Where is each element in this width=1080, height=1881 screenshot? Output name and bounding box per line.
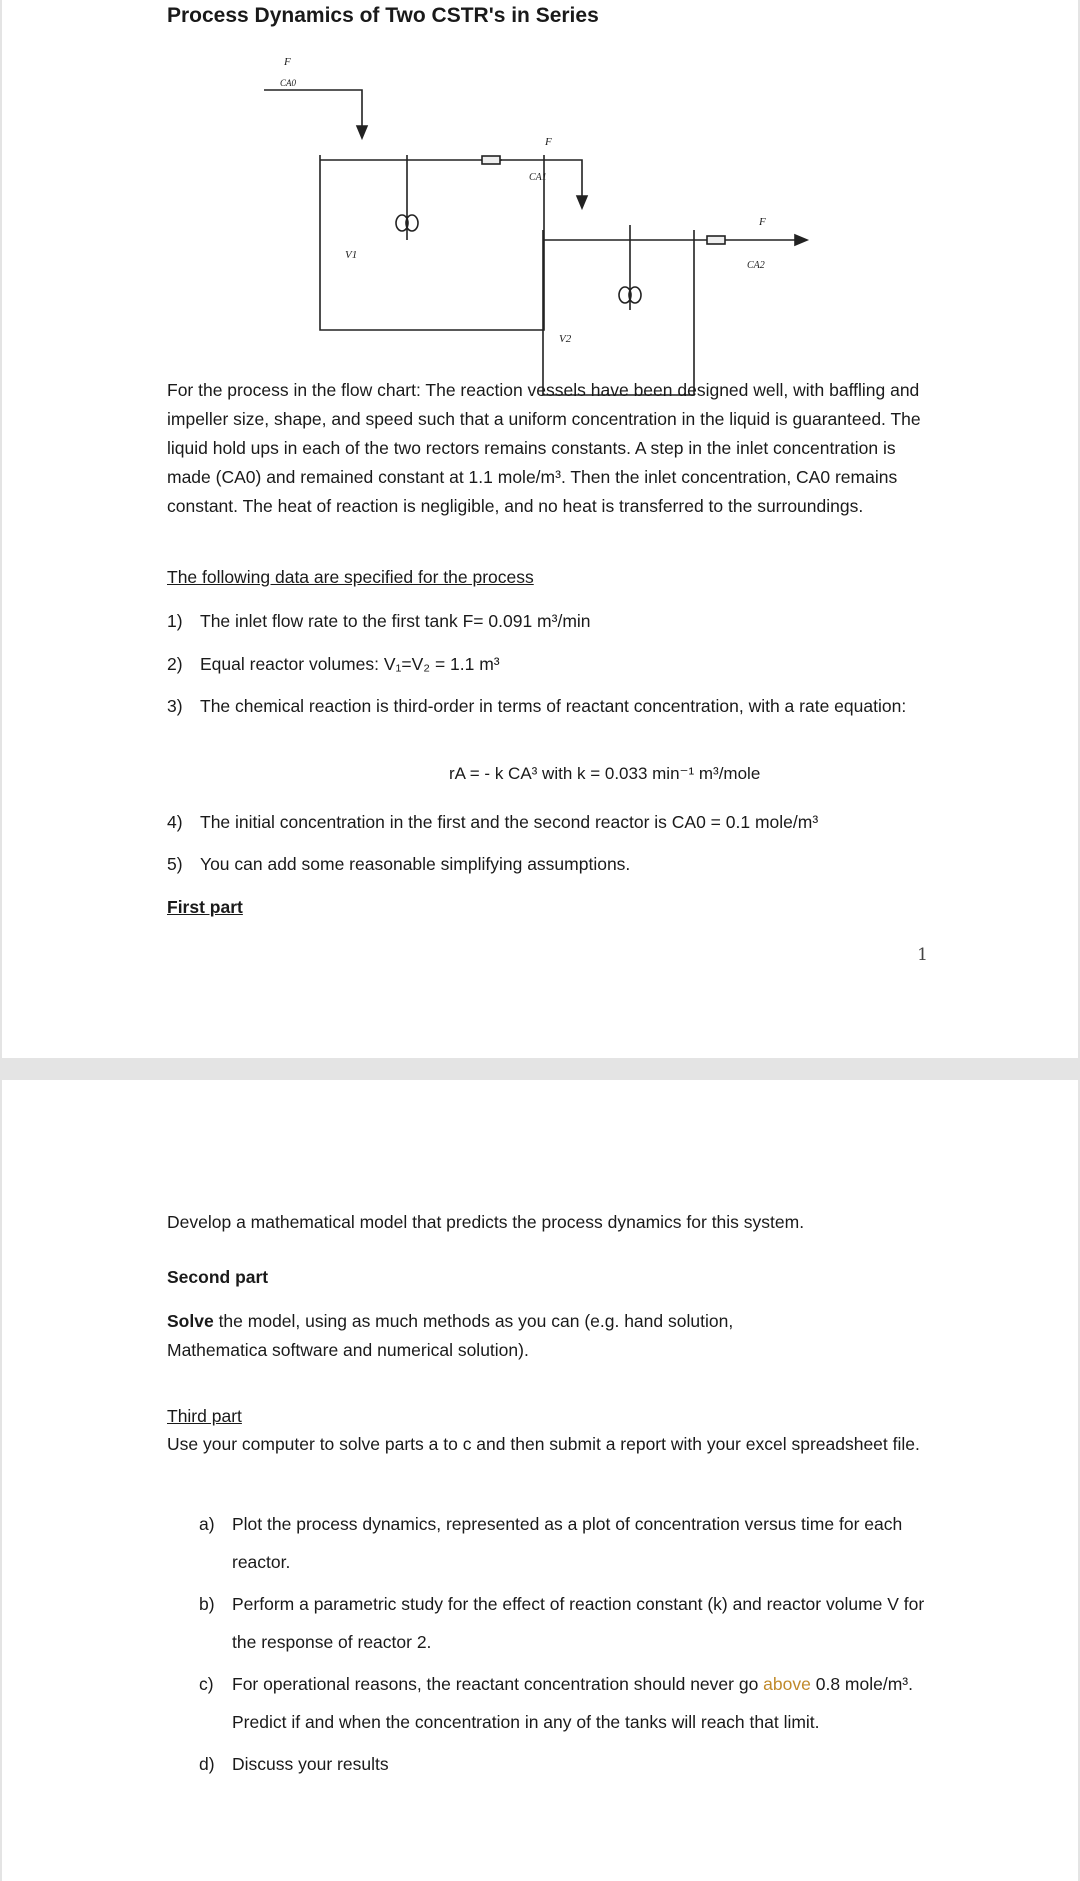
subtask-label: a) [199, 1514, 215, 1534]
tank-2 [543, 230, 694, 395]
list-item-number: 5) [167, 854, 183, 874]
list-item-text: The chemical reaction is third-order in terms of reactant concentration, with a rate equation: [200, 696, 907, 716]
subtask-item [199, 1505, 929, 1581]
third-part-heading: Third part [167, 1406, 242, 1426]
page-title: Process Dynamics of Two CSTR's in Series [167, 4, 599, 27]
label-ca2: CA2 [747, 260, 765, 271]
first-part-heading: First part [167, 897, 243, 917]
inlet-stream-line [264, 90, 362, 130]
data-heading: The following data are specified for the process [167, 567, 534, 587]
subtask-item [199, 1585, 929, 1661]
intro-paragraph: For the process in the flow chart: The reaction vessels have been designed well, with baffling and impeller size, shape, and speed such that a uniform concentration in the liquid is guaranteed. The liquid hold ups in each of the two rectors remains constants. A step in the inlet concentration is made (CA0) and remained constant at 1.1 mole/m³. Then the inlet concentration, CA0 remains constant. The heat of reaction is negligible, and no heat is transferred to the surroundings. [167, 380, 921, 516]
subtask-text: Perform a parametric study for the effect of reaction constant (k) and reactor volume V for the response of reactor 2. [232, 1594, 925, 1652]
label-ca0: CA0 [280, 78, 297, 88]
list-item-text: Equal reactor volumes: V₁=V₂ = 1.1 m³ [200, 654, 500, 674]
subtask-text: Plot the process dynamics, represented as a plot of concentration versus time for each reactor. [232, 1514, 903, 1572]
list-item [167, 808, 960, 837]
subtask-label: d) [199, 1754, 215, 1774]
subtask-label: b) [199, 1594, 215, 1614]
first-part-text: Develop a mathematical model that predicts the process dynamics for this system. [167, 1212, 805, 1232]
label-f-in: F [284, 56, 291, 68]
rate-equation: rA = - k CA³ with k = 0.033 min⁻¹ m³/mole [449, 764, 761, 783]
list-item [167, 607, 920, 636]
second-part-paragraph [167, 1307, 817, 1365]
list-item-text: The initial concentration in the first and the second reactor is CA0 = 0.1 mole/m³ [200, 812, 819, 832]
page-2 [2, 1080, 1078, 1881]
third-part-text: Use your computer to solve parts a to c and then submit a report with your excel spreadsheet file. [167, 1434, 920, 1454]
second-part-bold: Solve [167, 1311, 214, 1331]
subtask-label: c) [199, 1674, 214, 1694]
second-part-text: the model, using as much methods as you can (e.g. hand solution, Mathematica software and numerical solution). [167, 1311, 734, 1360]
page-1 [2, 0, 1078, 1058]
subtask-text-after: 0.8 mole/m³. Predict if and when the concentration in any of the tanks will reach that limit. [232, 1674, 913, 1732]
cstr-flow-diagram [2, 40, 1078, 410]
list-item-number: 4) [167, 812, 183, 832]
subtask-list [199, 1505, 929, 1783]
list-item [167, 692, 920, 721]
list-item-number: 3) [167, 696, 183, 716]
list-item [167, 850, 920, 879]
label-ca1: CA1 [529, 172, 547, 183]
list-item-text: You can add some reasonable simplifying assumptions. [200, 854, 631, 874]
subtask-text [232, 1665, 929, 1741]
subtask-text-before: For operational reasons, the reactant concentration should never go [232, 1674, 764, 1694]
label-f-out: F [759, 216, 766, 228]
list-item-text: The inlet flow rate to the first tank F= 0.091 m³/min [200, 611, 591, 631]
label-v1: V1 [345, 249, 358, 261]
list-item-number: 2) [167, 654, 183, 674]
label-v2: V2 [559, 333, 572, 345]
tank-1 [320, 155, 544, 330]
list-item-number: 1) [167, 611, 183, 631]
list-item [167, 650, 920, 679]
subtask-item [199, 1665, 929, 1741]
subtask-item [199, 1745, 929, 1783]
subtask-text: Discuss your results [232, 1754, 389, 1774]
page-number: 1 [917, 945, 928, 965]
second-part-heading: Second part [167, 1267, 269, 1287]
subtask-text-highlight: above [763, 1674, 811, 1694]
label-f-mid: F [545, 136, 552, 148]
